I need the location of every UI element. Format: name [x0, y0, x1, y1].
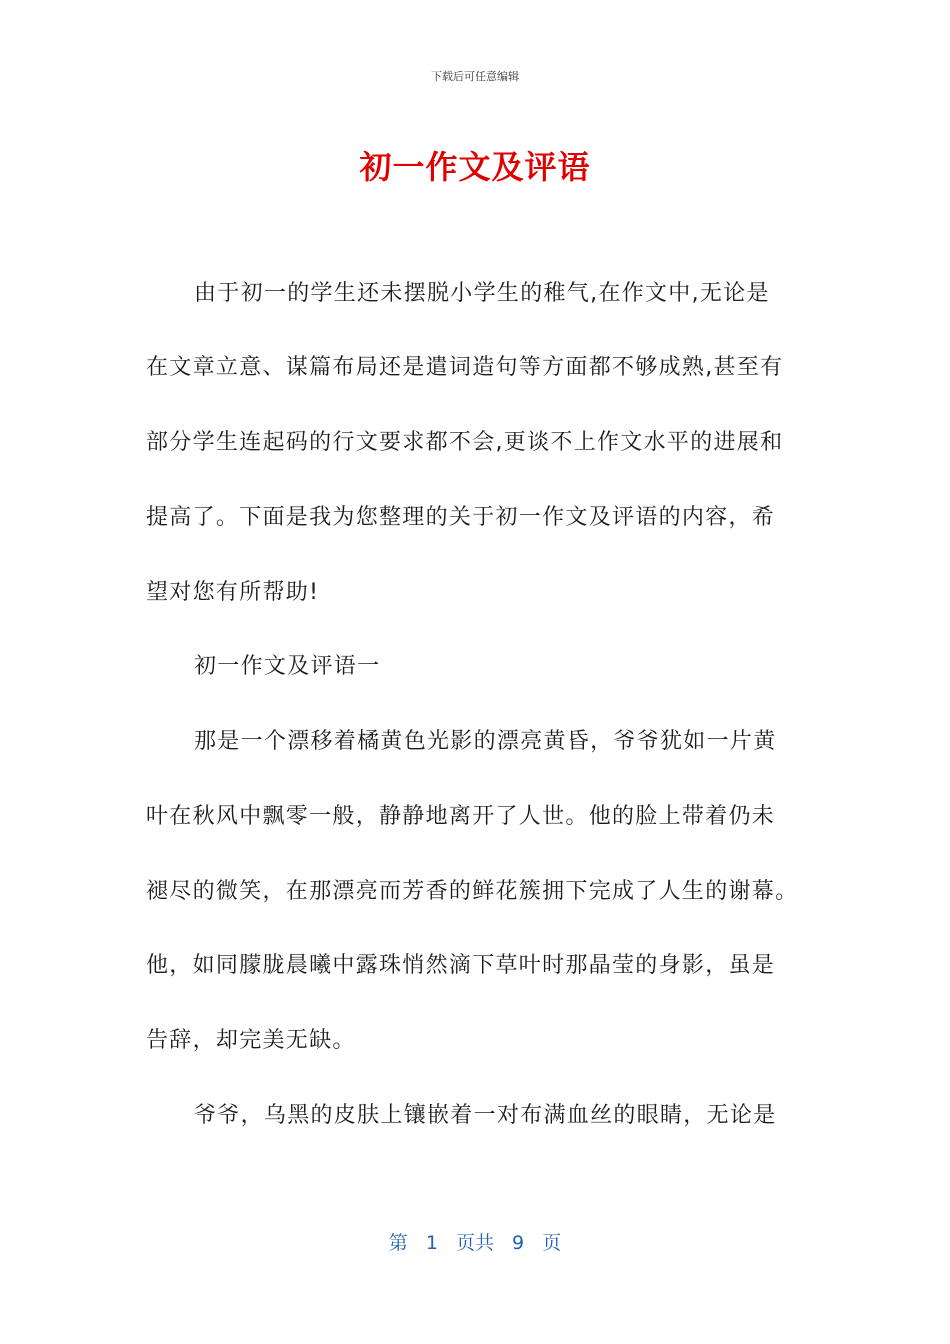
paragraph-line: 叶在秋风中飘零一般，静静地离开了人世。他的脸上带着仍未	[146, 804, 776, 829]
paragraph-line: 在文章立意、谋篇布局还是遣词造句等方面都不够成熟,甚至有	[146, 355, 784, 380]
page-current: 1	[425, 1232, 438, 1254]
paragraph-line: 望对您有所帮助!	[146, 580, 320, 605]
document-title: 初一作文及评语	[359, 148, 591, 186]
page-total: 9	[512, 1232, 525, 1254]
page-label-prefix: 第	[388, 1232, 408, 1254]
page-label-mid: 页共	[455, 1232, 494, 1254]
paragraph-line: 部分学生连起码的行文要求都不会,更谈不上作文水平的进展和	[146, 430, 784, 455]
paragraph-line: 那是一个漂移着橘黄色光影的漂亮黄昏，爷爷犹如一片黄	[194, 729, 777, 754]
paragraph-line: 褪尽的微笑，在那漂亮而芳香的鲜花簇拥下完成了人生的谢幕。	[146, 879, 799, 904]
paragraph-line: 提高了。下面是我为您整理的关于初一作文及评语的内容，希	[146, 505, 776, 530]
page-label-suffix: 页	[542, 1232, 562, 1254]
paragraph-line: 他，如同朦胧晨曦中露珠悄然滴下草叶时那晶莹的身影，虽是	[146, 953, 776, 978]
header-note: 下载后可任意编辑	[431, 70, 519, 83]
section-heading: 初一作文及评语一	[194, 654, 381, 679]
paragraph-line: 爷爷，乌黑的皮肤上镶嵌着一对布满血丝的眼睛，无论是	[194, 1103, 777, 1128]
page-footer	[0, 1228, 950, 1255]
paragraph-line: 告辞，却完美无缺。	[146, 1028, 356, 1053]
paragraph-line: 由于初一的学生还未摆脱小学生的稚气,在作文中,无论是	[194, 281, 770, 306]
